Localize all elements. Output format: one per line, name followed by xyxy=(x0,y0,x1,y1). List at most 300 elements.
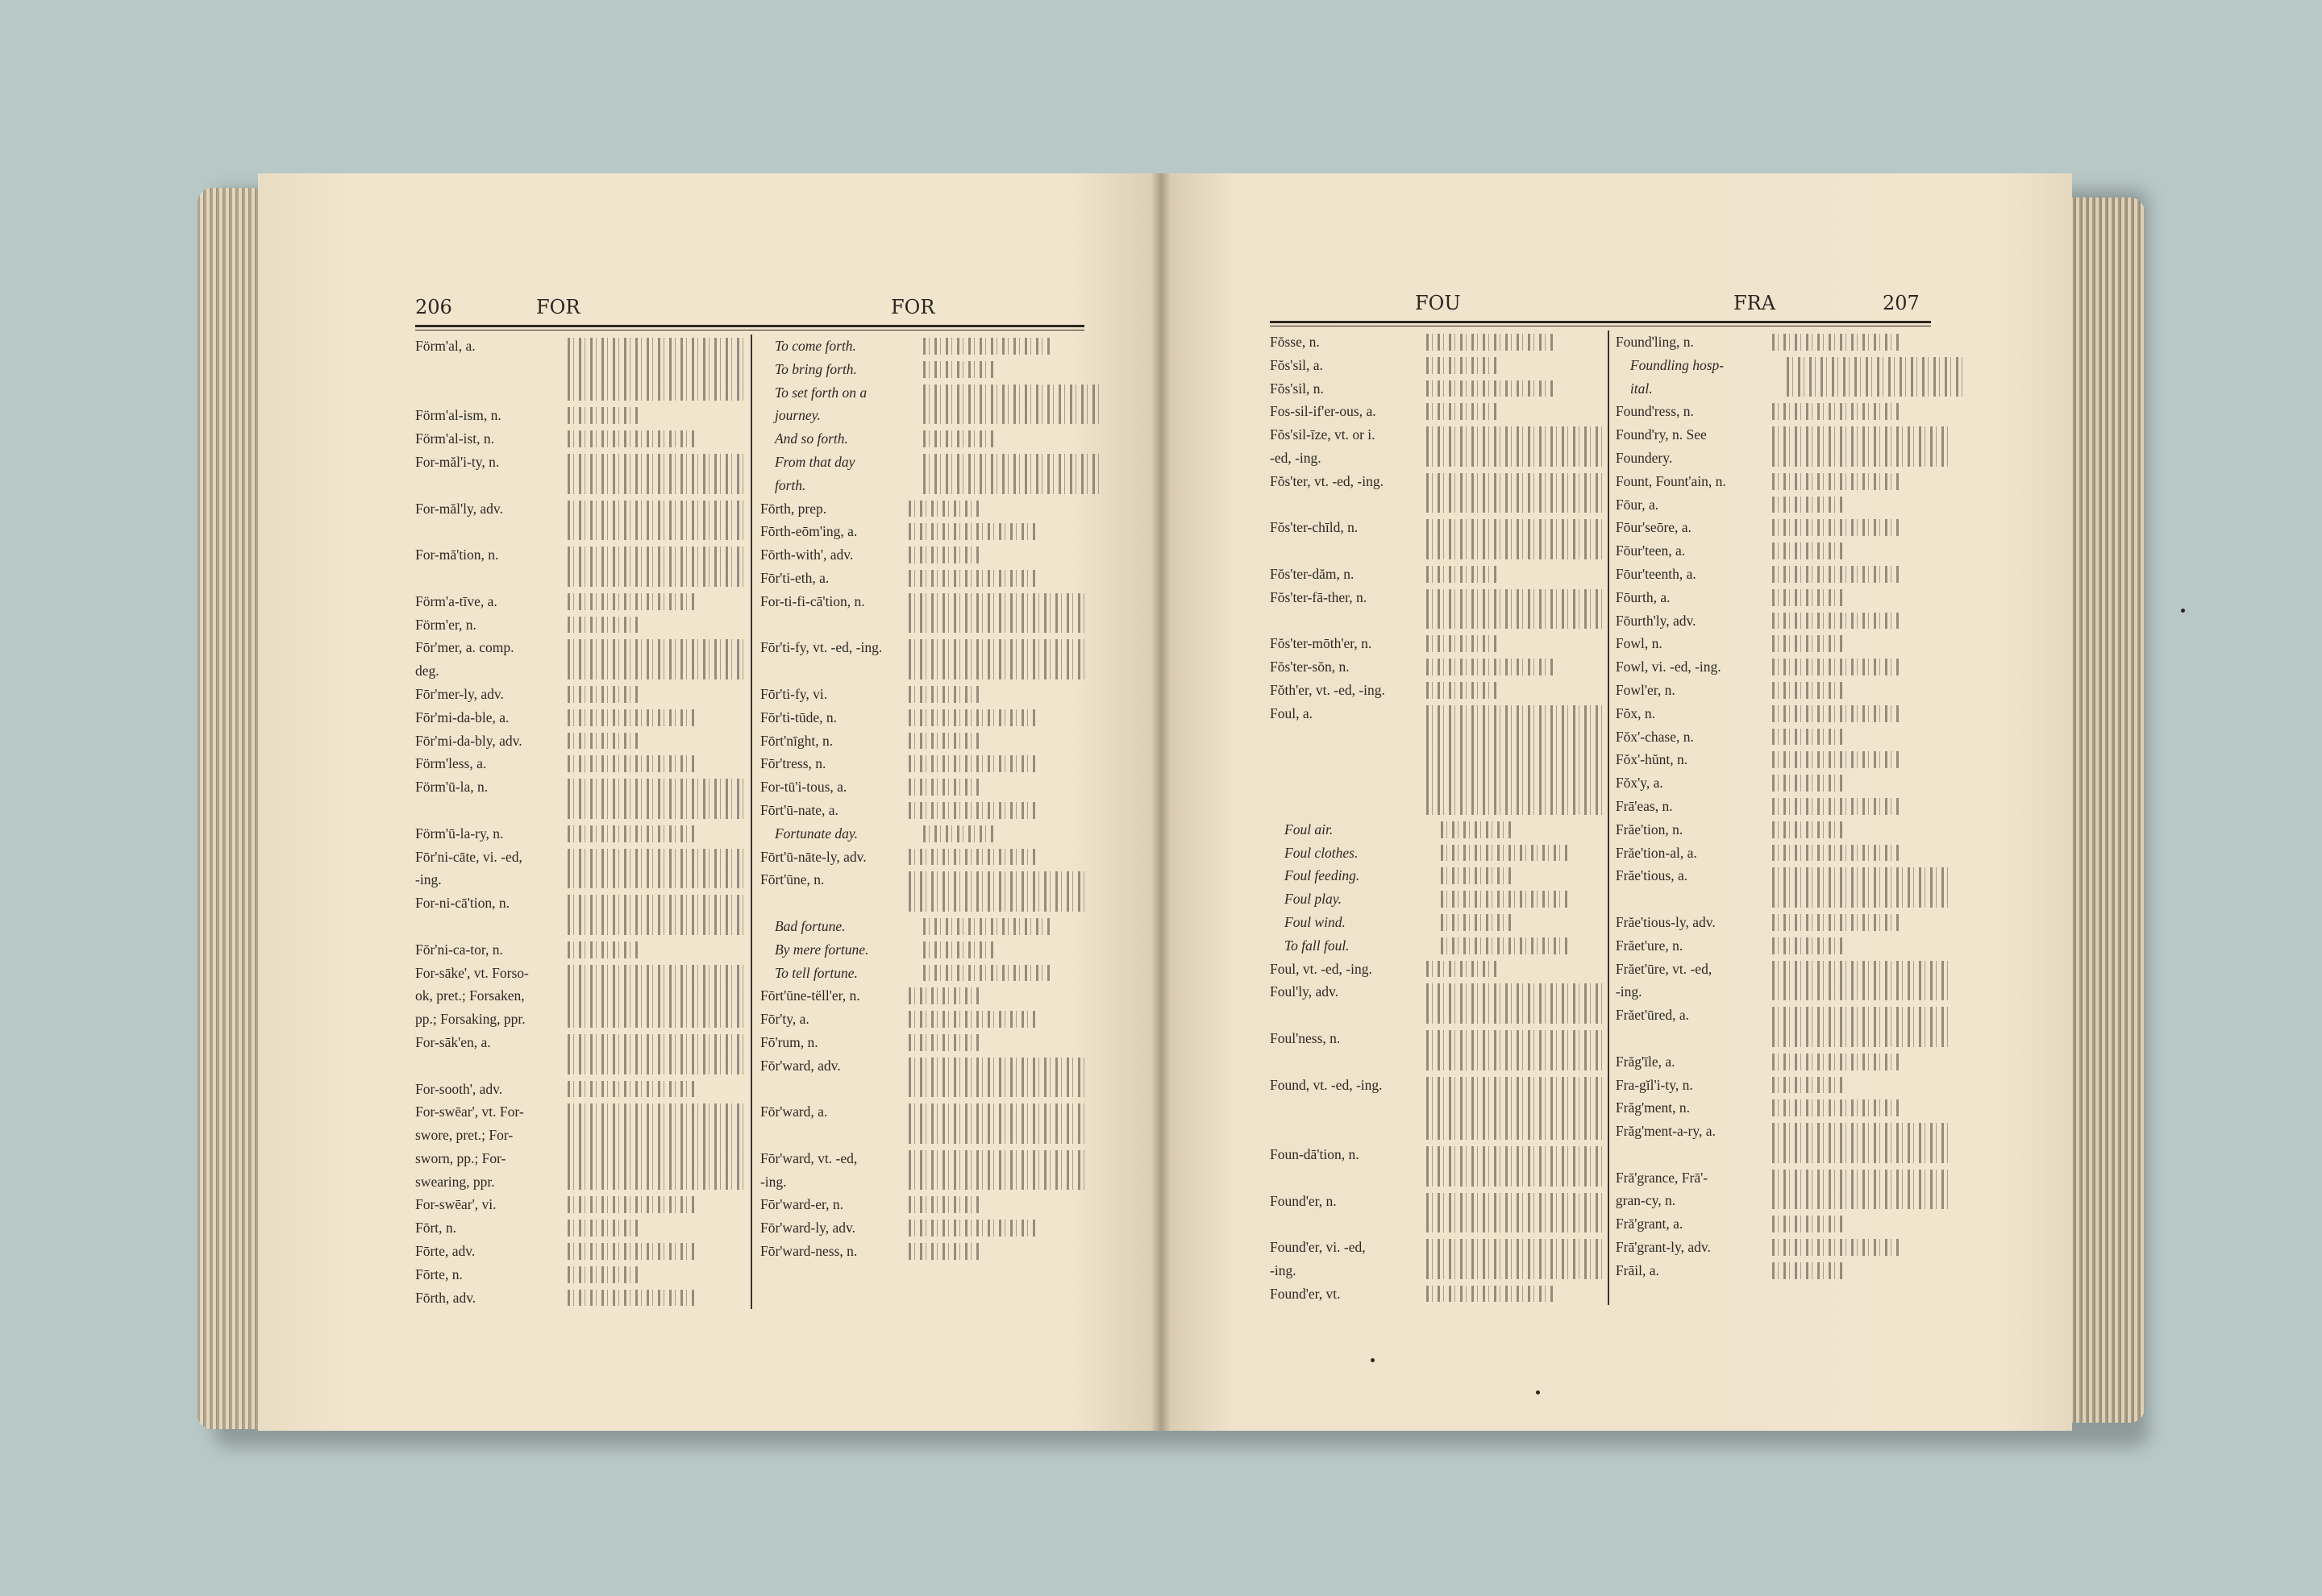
japanese-gloss xyxy=(1769,795,1931,818)
gloss-glyphs xyxy=(568,941,640,958)
headword: Fōrt'ūne-tëll'er, n. xyxy=(759,987,860,1004)
gloss-glyphs xyxy=(568,338,745,401)
japanese-gloss xyxy=(1769,1259,1931,1282)
headword: Frăg'ment-a-ry, a. xyxy=(1615,1123,1716,1140)
gloss-glyphs xyxy=(568,1103,745,1190)
gloss-glyphs xyxy=(1772,589,1845,606)
dictionary-entry xyxy=(760,1147,1084,1194)
japanese-gloss xyxy=(1769,539,1931,563)
dictionary-entry xyxy=(415,752,747,775)
japanese-gloss xyxy=(1769,586,1931,609)
gloss-glyphs xyxy=(568,709,697,726)
dictionary-entry xyxy=(415,590,747,613)
dictionary-entry xyxy=(1270,818,1604,842)
headword: Found'er, vi. -ed, -ing. xyxy=(1270,1239,1366,1278)
headword: Fōr'ni-ca-tor, n. xyxy=(415,941,503,958)
japanese-gloss xyxy=(1769,818,1931,842)
japanese-gloss xyxy=(905,590,1084,637)
dictionary-entry xyxy=(415,822,747,846)
headword: Fowl, n. xyxy=(1615,635,1662,652)
japanese-gloss xyxy=(920,938,1084,962)
gloss-glyphs xyxy=(1772,566,1901,583)
headword: For-tū'i-tous, a. xyxy=(759,779,847,796)
dictionary-entry xyxy=(760,1240,1084,1263)
japanese-gloss xyxy=(564,846,747,892)
gloss-glyphs xyxy=(909,1196,981,1213)
japanese-gloss xyxy=(564,1193,747,1216)
japanese-gloss xyxy=(1423,470,1604,517)
dictionary-entry xyxy=(1270,934,1604,958)
headword: Fŏx'-hŭnt, n. xyxy=(1615,751,1688,768)
headword: Frăe'tion-al, a. xyxy=(1615,844,1697,861)
headword: For-sooth', adv. xyxy=(415,1080,503,1097)
dictionary-entry xyxy=(760,846,1084,869)
japanese-gloss xyxy=(905,1240,1084,1263)
dictionary-entry xyxy=(415,938,747,962)
dictionary-entry xyxy=(415,427,747,451)
headword: Found, vt. -ed, -ing. xyxy=(1270,1076,1383,1093)
headword: Foun-dā'tion, n. xyxy=(1270,1145,1359,1162)
japanese-gloss xyxy=(1769,1074,1931,1097)
japanese-gloss xyxy=(564,962,747,1031)
dictionary-entry xyxy=(1616,493,1931,517)
japanese-gloss xyxy=(905,1054,1084,1101)
dictionary-entry xyxy=(1270,1074,1604,1143)
gloss-glyphs xyxy=(1426,519,1604,559)
headword: Fra-gĭl'i-ty, n. xyxy=(1615,1076,1693,1093)
headword: Foul, vt. -ed, -ing. xyxy=(1270,960,1372,977)
gloss-glyphs xyxy=(1772,751,1901,768)
gloss-glyphs xyxy=(1426,1193,1604,1233)
headword: Fōurth, a. xyxy=(1615,588,1671,605)
gloss-glyphs xyxy=(909,523,1038,540)
headword: Fōr'tress, n. xyxy=(759,755,826,772)
headword: Fōr'mi-da-bly, adv. xyxy=(415,732,522,749)
japanese-gloss xyxy=(905,799,1084,822)
headword: Fŏs'sil, a. xyxy=(1270,356,1323,373)
headword: Frăet'ure, n. xyxy=(1615,937,1683,954)
headword: Fŏs'ter-mōth'er, n. xyxy=(1270,635,1372,652)
dictionary-entry xyxy=(1616,934,1931,958)
japanese-gloss xyxy=(1769,423,1931,470)
dictionary-entry xyxy=(1270,470,1604,517)
dictionary-entry xyxy=(760,1008,1084,1031)
headword: Fōr'ward-ly, adv. xyxy=(759,1220,855,1236)
gloss-glyphs xyxy=(909,1103,1086,1144)
gloss-glyphs xyxy=(909,570,1038,587)
gloss-glyphs xyxy=(1426,589,1604,630)
gloss-glyphs xyxy=(909,639,1086,680)
gloss-glyphs xyxy=(568,454,745,494)
dictionary-entry xyxy=(760,683,1084,706)
japanese-gloss xyxy=(1769,958,1931,1004)
japanese-gloss xyxy=(564,613,747,637)
headword: Fōr'ti-tūde, n. xyxy=(759,709,837,725)
dictionary-entry xyxy=(1616,354,1931,401)
right-page-content xyxy=(1270,290,1931,1305)
japanese-gloss xyxy=(1423,563,1604,586)
headword: From that day forth. xyxy=(774,453,855,493)
headword: For-sāk'en, a. xyxy=(415,1033,491,1050)
gloss-glyphs xyxy=(923,454,1101,494)
japanese-gloss xyxy=(1423,655,1604,679)
headword: Fōrte, n. xyxy=(415,1266,463,1282)
dictionary-entry xyxy=(1616,655,1931,679)
headword: Fowl, vi. -ed, -ing. xyxy=(1615,659,1721,675)
dictionary-entry xyxy=(415,1100,747,1193)
headword: Frā'eas, n. xyxy=(1615,797,1673,814)
gloss-glyphs xyxy=(1772,705,1901,722)
left-column-1 xyxy=(415,335,751,1309)
japanese-gloss xyxy=(564,729,747,753)
japanese-gloss xyxy=(1769,771,1931,795)
gloss-glyphs xyxy=(1772,1099,1901,1116)
gloss-glyphs xyxy=(568,501,745,541)
dictionary-entry xyxy=(415,636,747,683)
japanese-gloss xyxy=(1769,725,1931,749)
japanese-gloss xyxy=(564,1286,747,1310)
japanese-gloss xyxy=(564,1263,747,1286)
dictionary-entry xyxy=(1616,958,1931,1004)
japanese-gloss xyxy=(1769,842,1931,865)
dictionary-entry xyxy=(415,1078,747,1101)
left-page xyxy=(258,173,1161,1431)
gloss-glyphs xyxy=(1787,357,1964,397)
dictionary-entry xyxy=(1616,771,1931,795)
dictionary-entry xyxy=(415,451,747,497)
headword: Foul feeding. xyxy=(1284,867,1360,884)
dictionary-entry xyxy=(1616,748,1931,771)
gloss-glyphs xyxy=(1426,566,1499,583)
gloss-glyphs xyxy=(568,825,697,842)
japanese-gloss xyxy=(564,1078,747,1101)
dictionary-entry xyxy=(415,962,747,1031)
left-column-2 xyxy=(751,335,1084,1309)
japanese-gloss xyxy=(905,1193,1084,1216)
gloss-glyphs xyxy=(909,802,1038,819)
japanese-gloss xyxy=(1423,1143,1604,1190)
guide-word-left: FOR xyxy=(536,296,580,318)
gloss-glyphs xyxy=(923,384,1101,425)
gloss-glyphs xyxy=(568,1220,640,1236)
gloss-glyphs xyxy=(909,779,981,796)
dictionary-entry xyxy=(1616,632,1931,655)
headword: Fōr'mer-ly, adv. xyxy=(415,685,504,702)
dictionary-entry xyxy=(415,1031,747,1078)
gloss-glyphs xyxy=(568,1266,640,1283)
gloss-glyphs xyxy=(1426,635,1499,652)
dictionary-entry xyxy=(1616,539,1931,563)
dictionary-entry xyxy=(1270,1236,1604,1282)
guide-word-right: FRA xyxy=(1733,292,1776,314)
gloss-glyphs xyxy=(568,686,640,703)
gloss-glyphs xyxy=(1426,473,1604,513)
dictionary-entry xyxy=(760,520,1084,543)
japanese-gloss xyxy=(905,1031,1084,1054)
gloss-glyphs xyxy=(568,895,745,935)
japanese-gloss xyxy=(920,822,1084,846)
gloss-glyphs xyxy=(1772,1123,1950,1163)
headword: To bring forth. xyxy=(774,360,857,377)
japanese-gloss xyxy=(1769,934,1931,958)
dictionary-entry xyxy=(1270,400,1604,423)
japanese-gloss xyxy=(905,520,1084,543)
headword: For-mā'tion, n. xyxy=(415,547,499,563)
gloss-glyphs xyxy=(1772,497,1845,513)
japanese-gloss xyxy=(1769,1096,1931,1120)
dictionary-entry xyxy=(1616,1004,1931,1050)
headword: Förm'ū-la-ry, n. xyxy=(415,825,504,842)
dictionary-entry xyxy=(1270,842,1604,865)
gloss-glyphs xyxy=(1441,821,1513,838)
gloss-glyphs xyxy=(1441,867,1513,884)
gloss-glyphs xyxy=(909,1058,1086,1098)
headword: Fŏsse, n. xyxy=(1270,334,1320,350)
headword: Fōrt'nīght, n. xyxy=(759,732,834,749)
gloss-glyphs xyxy=(1426,1077,1604,1140)
japanese-gloss xyxy=(905,567,1084,590)
japanese-gloss xyxy=(1423,679,1604,702)
japanese-gloss xyxy=(1423,958,1604,981)
headword: For-sāke', vt. Forso- ok, pret.; Forsaken, pp.; Forsaking, ppr. xyxy=(415,964,529,1028)
gloss-glyphs xyxy=(1772,1262,1845,1279)
gloss-glyphs xyxy=(1426,1030,1604,1070)
japanese-gloss xyxy=(905,543,1084,567)
dictionary-entry xyxy=(1616,842,1931,865)
japanese-gloss xyxy=(564,404,747,427)
japanese-gloss xyxy=(1423,1190,1604,1236)
gloss-glyphs xyxy=(568,407,640,424)
gloss-glyphs xyxy=(909,987,981,1004)
gloss-glyphs xyxy=(568,1243,697,1260)
japanese-gloss xyxy=(564,335,747,404)
right-page-edges xyxy=(2068,197,2145,1423)
dictionary-entry xyxy=(760,567,1084,590)
gloss-glyphs xyxy=(1772,519,1901,536)
japanese-gloss xyxy=(905,752,1084,775)
gloss-glyphs xyxy=(923,361,996,378)
gloss-glyphs xyxy=(568,593,697,610)
gloss-glyphs xyxy=(1772,798,1901,815)
headword: For-măl'i-ty, n. xyxy=(415,453,500,470)
gloss-glyphs xyxy=(1426,659,1555,675)
headword: Fōr'ward, a. xyxy=(759,1103,828,1120)
header-rule xyxy=(1270,321,1931,323)
dictionary-entry xyxy=(760,335,1084,358)
headword: Fōrt, n. xyxy=(415,1220,457,1236)
japanese-gloss xyxy=(1438,818,1604,842)
gloss-glyphs xyxy=(1772,914,1901,931)
gloss-glyphs xyxy=(568,755,697,772)
headword: Fortunate day. xyxy=(774,825,859,842)
gloss-glyphs xyxy=(568,1034,745,1074)
japanese-gloss xyxy=(1783,354,1931,401)
japanese-gloss xyxy=(1423,377,1604,401)
dictionary-entry xyxy=(415,1286,747,1310)
japanese-gloss xyxy=(905,683,1084,706)
headword: Foul clothes. xyxy=(1284,844,1359,861)
dictionary-entry xyxy=(415,892,747,938)
dictionary-entry xyxy=(415,543,747,590)
dictionary-entry xyxy=(1270,911,1604,934)
japanese-gloss xyxy=(564,706,747,729)
headword: Fōrth-with', adv. xyxy=(759,547,854,563)
dictionary-entry xyxy=(1270,1143,1604,1190)
gloss-glyphs xyxy=(568,733,640,750)
headword: Fount, Fount'ain, n. xyxy=(1615,472,1726,489)
gloss-glyphs xyxy=(909,593,1086,634)
headword: Fōr'mer, a. comp. deg. xyxy=(415,639,514,680)
japanese-gloss xyxy=(905,497,1084,521)
gloss-glyphs xyxy=(1772,1239,1901,1256)
dictionary-entry xyxy=(760,822,1084,846)
japanese-gloss xyxy=(564,1240,747,1263)
gloss-glyphs xyxy=(1441,937,1570,954)
dictionary-entry xyxy=(760,1031,1084,1054)
dictionary-entry xyxy=(760,868,1084,915)
headword: For-măl'ly, adv. xyxy=(415,500,503,517)
japanese-gloss xyxy=(905,846,1084,869)
left-running-header xyxy=(415,294,1084,325)
japanese-gloss xyxy=(564,683,747,706)
headword: Foul'ly, adv. xyxy=(1270,983,1338,1000)
dictionary-entry xyxy=(1270,679,1604,702)
page-number: 206 xyxy=(415,296,452,318)
headword: Fōur'teenth, a. xyxy=(1615,565,1696,582)
japanese-gloss xyxy=(564,1216,747,1240)
japanese-gloss xyxy=(920,427,1084,451)
gloss-glyphs xyxy=(1772,1077,1845,1094)
headword: Fŏs'sil-īze, vt. or i. -ed, -ing. xyxy=(1270,426,1375,466)
japanese-gloss xyxy=(905,1008,1084,1031)
japanese-gloss xyxy=(1769,563,1931,586)
headword: Förm'al-ist, n. xyxy=(415,430,494,447)
japanese-gloss xyxy=(1423,400,1604,423)
japanese-gloss xyxy=(1769,516,1931,539)
dictionary-entry xyxy=(1616,702,1931,725)
dictionary-entry xyxy=(1616,609,1931,633)
headword: Fōrth, prep. xyxy=(759,500,827,517)
dictionary-entry xyxy=(760,1216,1084,1240)
headword: To come forth. xyxy=(774,338,856,354)
dictionary-entry xyxy=(760,636,1084,683)
headword: Fōr'ti-fy, vi. xyxy=(759,685,828,702)
headword: For-swēar', vi. xyxy=(415,1196,497,1213)
headword: Fowl'er, n. xyxy=(1615,681,1675,698)
headword: Fōr'ti-eth, a. xyxy=(759,569,830,586)
headword: Found'ry, n. See Foundery. xyxy=(1615,426,1707,466)
right-page xyxy=(1161,173,2072,1431)
gloss-glyphs xyxy=(1426,403,1499,420)
headword: Frā'grant, a. xyxy=(1615,1216,1683,1232)
dictionary-entry xyxy=(760,938,1084,962)
headword: Found'ress, n. xyxy=(1615,403,1694,420)
dictionary-entry xyxy=(760,729,1084,753)
headword: Fos-sil-if'er-ous, a. xyxy=(1270,403,1376,420)
japanese-gloss xyxy=(1423,354,1604,377)
gloss-glyphs xyxy=(909,871,1086,912)
headword: Foul wind. xyxy=(1284,913,1346,930)
dictionary-entry xyxy=(1616,423,1931,470)
headword: Frăe'tion, n. xyxy=(1615,821,1683,837)
japanese-gloss xyxy=(1423,1074,1604,1143)
left-page-content xyxy=(415,294,1084,1309)
book-gutter xyxy=(1151,173,1171,1431)
dictionary-entry xyxy=(760,497,1084,521)
japanese-gloss xyxy=(1423,632,1604,655)
japanese-gloss xyxy=(1769,1050,1931,1074)
dictionary-entry xyxy=(415,706,747,729)
dictionary-entry xyxy=(1616,1259,1931,1282)
headword: Förm'er, n. xyxy=(415,616,476,633)
japanese-gloss xyxy=(564,822,747,846)
headword: Fŏx, n. xyxy=(1615,704,1656,721)
dictionary-entry xyxy=(1616,679,1931,702)
dictionary-entry xyxy=(760,962,1084,985)
header-rule xyxy=(415,325,1084,327)
dictionary-entry xyxy=(1270,354,1604,377)
dictionary-entry xyxy=(1270,1027,1604,1074)
gloss-glyphs xyxy=(909,1243,981,1260)
headword: For-ni-cā'tion, n. xyxy=(415,895,510,912)
headword: Frăg'ment, n. xyxy=(1615,1099,1691,1116)
dictionary-entry xyxy=(1616,725,1931,749)
headword: Frā'grance, Frā'- gran-cy, n. xyxy=(1615,1169,1708,1209)
gloss-glyphs xyxy=(909,733,981,750)
dictionary-entry xyxy=(1616,1050,1931,1074)
gloss-glyphs xyxy=(909,1150,1086,1191)
gloss-glyphs xyxy=(1772,613,1901,630)
dictionary-entry xyxy=(760,451,1084,497)
gloss-glyphs xyxy=(1772,659,1901,675)
dictionary-entry xyxy=(1616,911,1931,934)
japanese-gloss xyxy=(1423,586,1604,633)
headword: Fōr'ward, adv. xyxy=(759,1057,841,1074)
headword: Fōrte, adv. xyxy=(415,1243,476,1260)
japanese-gloss xyxy=(1423,1236,1604,1282)
japanese-gloss xyxy=(1769,632,1931,655)
japanese-gloss xyxy=(1423,702,1604,818)
headword: Bad fortune. xyxy=(774,917,846,934)
gloss-glyphs xyxy=(568,547,745,587)
dictionary-entry xyxy=(1270,377,1604,401)
gloss-glyphs xyxy=(909,1011,1038,1028)
gloss-glyphs xyxy=(923,825,996,842)
dictionary-entry xyxy=(1616,864,1931,911)
headword: Fōrt'ū-nate, a. xyxy=(759,801,838,818)
headword: Fōr'ti-fy, vt. -ed, -ing. xyxy=(759,639,883,656)
gloss-glyphs xyxy=(568,1290,697,1307)
headword: Found'ling, n. xyxy=(1615,334,1694,350)
japanese-gloss xyxy=(1769,400,1931,423)
headword: Fōr'ward-er, n. xyxy=(759,1196,844,1213)
headword: Fōur'teen, a. xyxy=(1615,542,1686,559)
gloss-glyphs xyxy=(568,430,697,447)
japanese-gloss xyxy=(564,636,747,683)
dictionary-entry xyxy=(760,590,1084,637)
dictionary-entry xyxy=(1270,980,1604,1027)
japanese-gloss xyxy=(1769,864,1931,911)
gloss-glyphs xyxy=(1772,1054,1901,1070)
dictionary-entry xyxy=(760,1054,1084,1101)
ink-speck xyxy=(2181,609,2185,613)
dictionary-entry xyxy=(1270,887,1604,911)
dictionary-entry xyxy=(415,335,747,404)
dictionary-entry xyxy=(760,915,1084,938)
gloss-glyphs xyxy=(568,617,640,634)
dictionary-entry xyxy=(1270,516,1604,563)
gloss-glyphs xyxy=(909,501,981,517)
